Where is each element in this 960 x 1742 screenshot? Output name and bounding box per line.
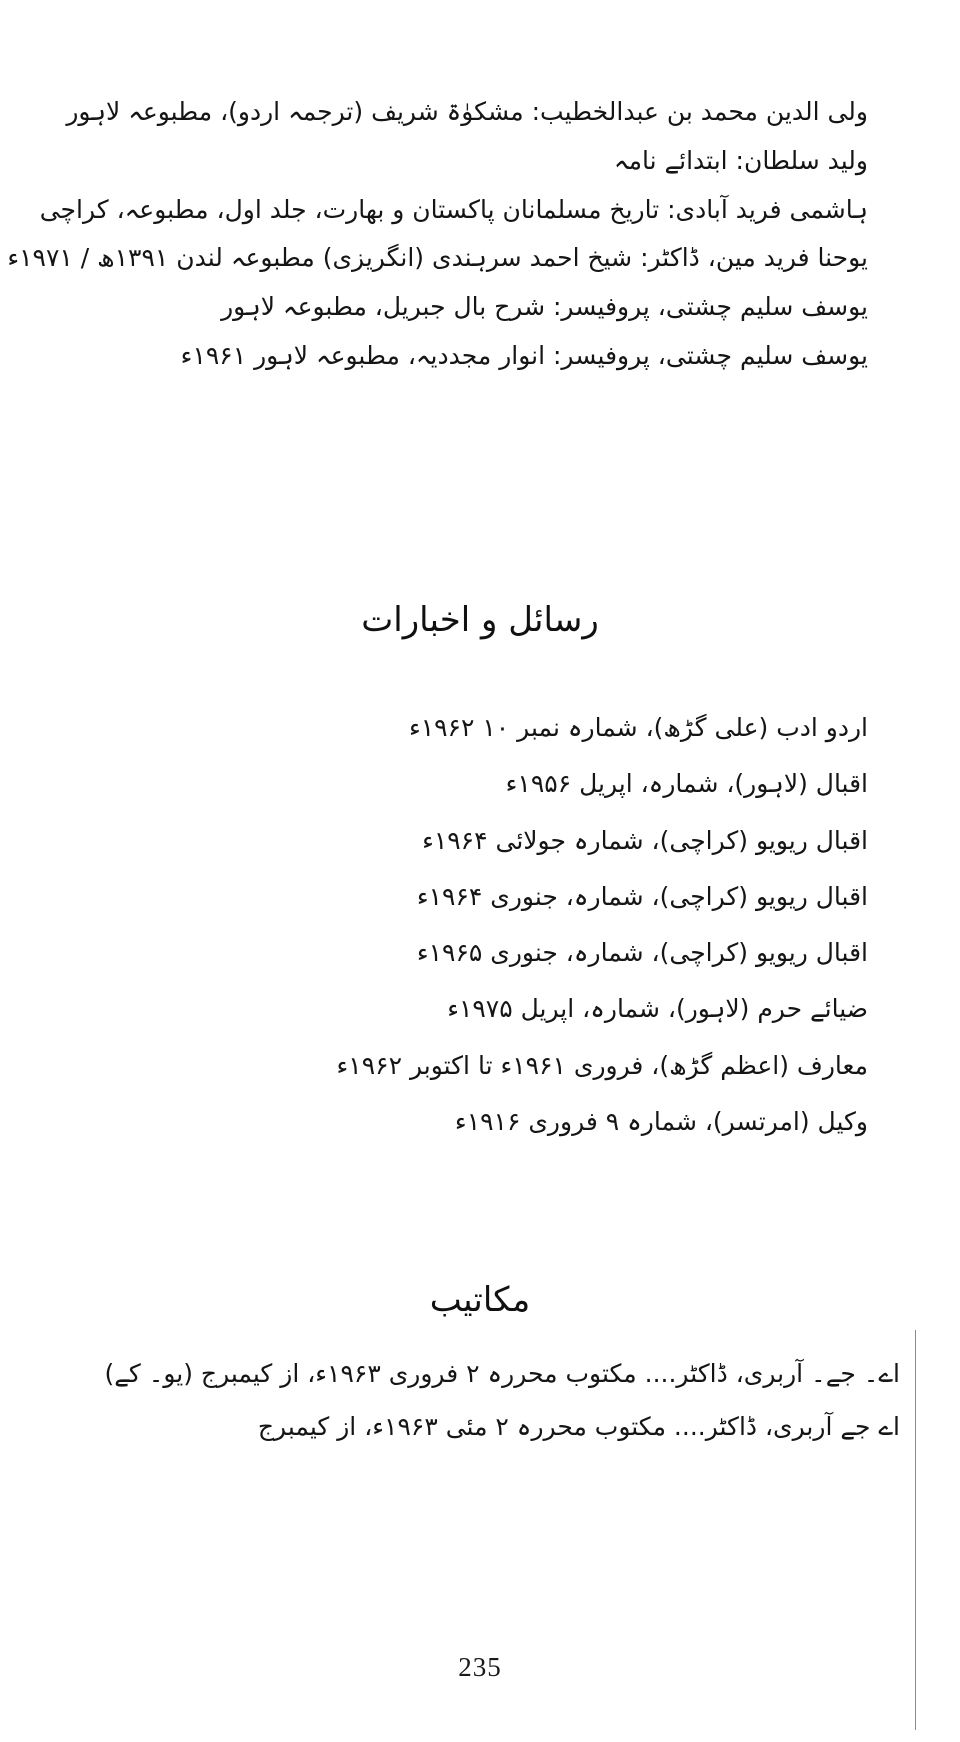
letter-entry: اے۔ جے۔ آربری، ڈاکٹر.... مکتوب محررہ ۲ فروری ۱۹۶۳ء، از کیمبرج (یو۔ کے) <box>104 1359 900 1388</box>
section-heading-journals: رسائل و اخبارات <box>361 600 599 640</box>
journal-entry: اقبال ریویو (کراچی)، شمارہ، جنوری ۱۹۶۴ء <box>416 881 868 911</box>
journal-entry: معارف (اعظم گڑھ)، فروری ۱۹۶۱ء تا اکتوبر ۱۹۶۲ء <box>336 1050 868 1080</box>
journals-section <box>150 700 868 1150</box>
bibliography-entry: یوحنا فرید مین، ڈاکٹر: شیخ احمد سرہندی (انگریزی) مطبوعہ لندن ۱۳۹۱ھ / ۱۹۷۱ء <box>7 243 868 273</box>
section-heading-letters: مکاتیب <box>429 1280 531 1320</box>
bibliography-entry: ہاشمی فرید آبادی: تاریخ مسلمانان پاکستان و بھارت، جلد اول، مطبوعہ، کراچی <box>39 194 868 224</box>
journal-entry: وکیل (امرتسر)، شمارہ ۹ فروری ۱۹۱۶ء <box>454 1106 868 1136</box>
bibliography-section <box>7 88 868 381</box>
journal-entry: اقبال ریویو (کراچی)، شمارہ جولائی ۱۹۶۴ء <box>422 825 868 855</box>
journal-entry: اقبال ریویو (کراچی)، شمارہ، جنوری ۱۹۶۵ء <box>416 938 868 967</box>
letters-section <box>60 1348 900 1453</box>
page-number: 235 <box>458 1652 502 1682</box>
journal-entry: اقبال (لاہور)، شمارہ، اپریل ۱۹۵۶ء <box>505 769 868 799</box>
bibliography-entry: یوسف سلیم چشتی، پروفیسر: انوار مجددیہ، مطبوعہ لاہور ۱۹۶۱ء <box>180 340 868 370</box>
bibliography-entry: یوسف سلیم چشتی، پروفیسر: شرح بال جبریل، مطبوعہ لاہور <box>221 292 868 321</box>
bibliography-entry: ولی الدین محمد بن عبدالخطیب: مشکوٰۃ شریف (ترجمہ اردو)، مطبوعہ لاہور <box>66 97 868 126</box>
bibliography-entry: ولید سلطان: ابتدائے نامہ <box>613 145 868 175</box>
journal-entry: اردو ادب (علی گڑھ)، شمارہ نمبر ۱۰ ۱۹۶۲ء <box>408 713 868 742</box>
letter-entry: اے جے آربری، ڈاکٹر.... مکتوب محررہ ۲ مئی ۱۹۶۳ء، از کیمبرج <box>257 1411 900 1441</box>
journal-entry: ضیائے حرم (لاہور)، شمارہ، اپریل ۱۹۷۵ء <box>447 994 868 1024</box>
